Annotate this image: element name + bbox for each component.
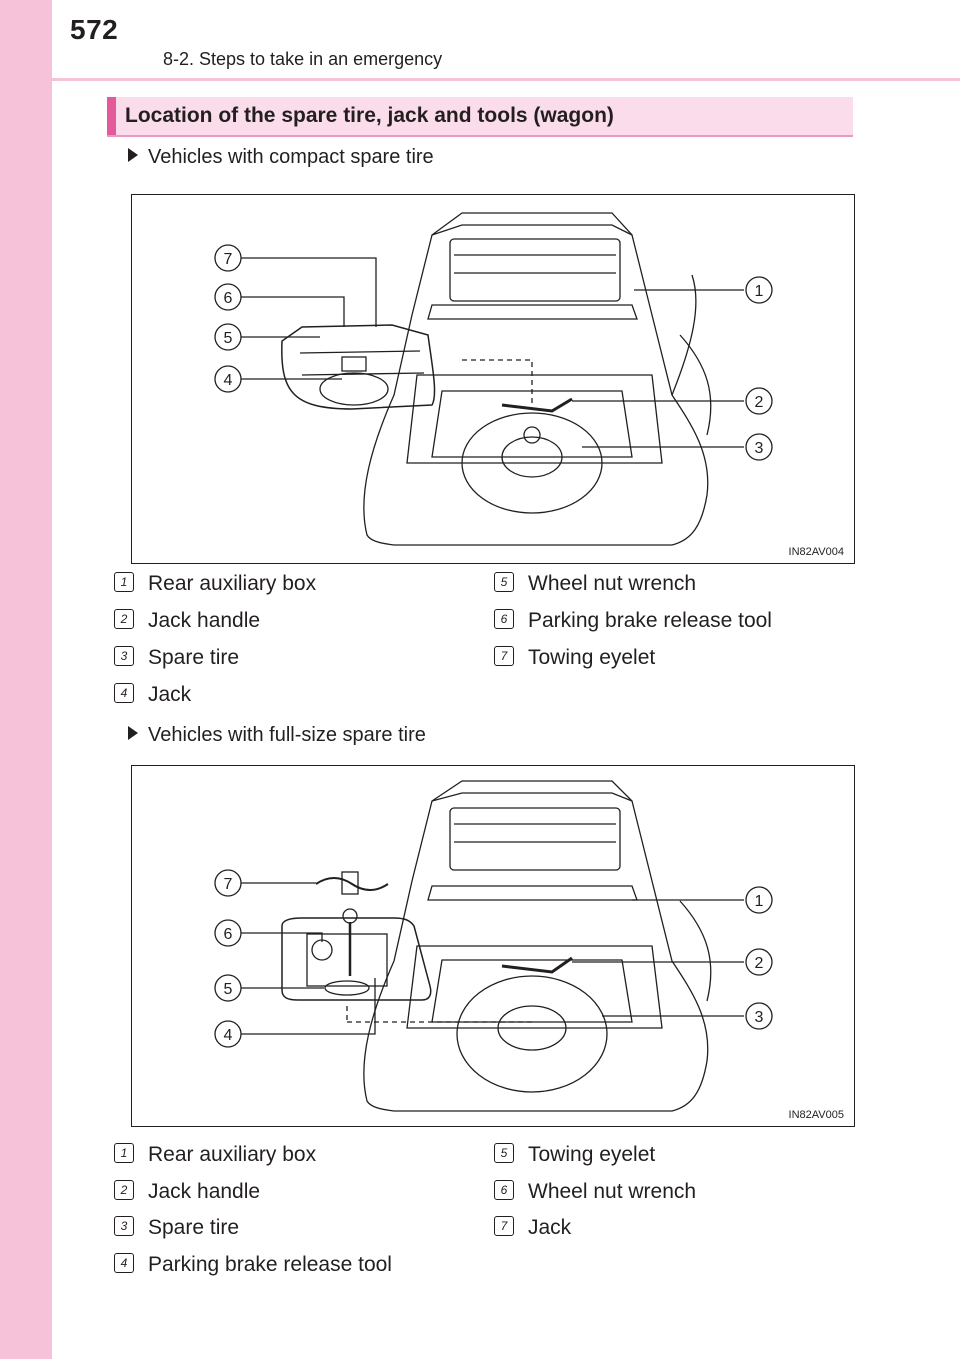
- triangle-bullet-icon: [128, 148, 138, 162]
- legend-label: Wheel nut wrench: [528, 572, 697, 595]
- cargo-cover-bar: [428, 886, 637, 900]
- callout-3: 3: [754, 1009, 764, 1026]
- legend-label: Jack handle: [148, 1180, 261, 1203]
- legend-item: [494, 608, 772, 634]
- legend-label: Rear auxiliary box: [148, 572, 317, 595]
- callout-circles: [215, 870, 772, 1047]
- legend-number-badge: 5: [494, 572, 514, 592]
- trunk-opening: [407, 375, 662, 463]
- section-banner: [107, 97, 853, 137]
- banner-accent: [107, 97, 116, 135]
- legend-item: [494, 571, 696, 597]
- legend-number-badge: 3: [114, 1216, 134, 1236]
- figure-code: IN82AV005: [788, 1109, 844, 1121]
- legend-number-badge: 2: [114, 609, 134, 629]
- page-number: 572: [70, 14, 119, 45]
- figure-fullsize-spare: [131, 765, 855, 1127]
- cargo-cover-ribs: [454, 824, 616, 842]
- legend-label: Spare tire: [148, 646, 240, 669]
- variant-heading-fullsize: [128, 724, 426, 747]
- legend-number-badge: 7: [494, 1216, 514, 1236]
- legend-item: [114, 682, 191, 708]
- legend-label: Wheel nut wrench: [528, 1180, 697, 1203]
- legend-label: Jack: [148, 683, 192, 706]
- callout-6: 6: [223, 926, 233, 943]
- side-color-strip: [0, 0, 52, 1359]
- hatch-edge: [432, 225, 632, 235]
- callout-3: 3: [754, 440, 764, 457]
- jack-shape: [316, 878, 388, 890]
- callout-circles: [215, 245, 772, 460]
- legend-number-badge: 6: [494, 609, 514, 629]
- legend-item: [494, 1215, 571, 1241]
- triangle-bullet-icon: [128, 726, 138, 740]
- trunk-illustration-compact: [132, 195, 854, 563]
- legend-number-badge: 6: [494, 1180, 514, 1200]
- legend-number-badge: 1: [114, 572, 134, 592]
- rear-pillar-line: [672, 275, 696, 395]
- section-title: 8-2. Steps to take in an emergency: [163, 49, 443, 69]
- tray-jack-icon: [342, 357, 366, 371]
- figure-compact-spare: [131, 194, 855, 564]
- dashed-guide: [462, 360, 532, 405]
- legend-label: Spare tire: [148, 1216, 240, 1239]
- cargo-cover-box: [450, 239, 620, 301]
- legend-label: Rear auxiliary box: [148, 1143, 317, 1166]
- legend-item: [494, 1179, 696, 1205]
- callout-2: 2: [754, 955, 764, 972]
- variant-heading-text: Vehicles with full-size spare tire: [148, 724, 426, 746]
- legend-number-badge: 7: [494, 646, 514, 666]
- legend-number-badge: 5: [494, 1143, 514, 1163]
- legend-label: Towing eyelet: [528, 1143, 656, 1166]
- legend-label: Parking brake release tool: [528, 609, 772, 632]
- callout-4: 4: [223, 1027, 233, 1044]
- legend-item: [114, 1142, 316, 1168]
- legend-label: Jack: [528, 1216, 572, 1239]
- tire-bolt-icon: [524, 427, 540, 443]
- legend-label: Jack handle: [148, 609, 261, 632]
- side-body-line: [680, 901, 711, 1001]
- trunk-illustration-fullsize: [132, 766, 854, 1126]
- header-rule: [52, 78, 960, 81]
- callout-5: 5: [223, 981, 233, 998]
- wrench-head-icon: [343, 909, 357, 923]
- hatch-edge: [432, 793, 632, 801]
- callout-1: 1: [754, 893, 764, 910]
- legend-item: [114, 608, 260, 634]
- tray-eyelet-icon: [312, 940, 332, 960]
- legend-item: [494, 1142, 655, 1168]
- legend-number-badge: 1: [114, 1143, 134, 1163]
- legend-item: [114, 1252, 392, 1278]
- tray-jack-well: [320, 373, 388, 405]
- callout-7: 7: [223, 876, 233, 893]
- tray-release-tool-icon: [325, 981, 369, 995]
- leader-6: [234, 297, 344, 327]
- callout-2: 2: [754, 394, 764, 411]
- legend-label: Parking brake release tool: [148, 1253, 392, 1276]
- legend-number-badge: 3: [114, 646, 134, 666]
- jack-handle-shape: [502, 399, 572, 411]
- legend-label: Towing eyelet: [528, 646, 656, 669]
- leader-7: [234, 258, 376, 327]
- cargo-cover-box: [450, 808, 620, 870]
- legend-item: [494, 645, 655, 671]
- variant-heading-text: Vehicles with compact spare tire: [148, 146, 434, 168]
- cargo-cover-bar: [428, 305, 637, 319]
- spare-tire-outline: [457, 976, 607, 1092]
- legend-number-badge: 2: [114, 1180, 134, 1200]
- figure-code: IN82AV004: [788, 546, 844, 558]
- legend-number-badge: 4: [114, 683, 134, 703]
- legend-item: [114, 645, 239, 671]
- legend-item: [114, 1215, 239, 1241]
- variant-heading-compact: [128, 146, 434, 169]
- callout-4: 4: [223, 372, 233, 389]
- banner-title: Location of the spare tire, jack and tools (wagon): [125, 104, 614, 127]
- callout-5: 5: [223, 330, 233, 347]
- legend-item: [114, 1179, 260, 1205]
- legend-item: [114, 571, 316, 597]
- callout-7: 7: [223, 251, 233, 268]
- side-body-line: [680, 335, 711, 435]
- legend-number-badge: 4: [114, 1253, 134, 1273]
- callout-1: 1: [754, 283, 764, 300]
- car-body-outline: [364, 213, 708, 545]
- callout-6: 6: [223, 290, 233, 307]
- cargo-cover-ribs: [454, 255, 616, 273]
